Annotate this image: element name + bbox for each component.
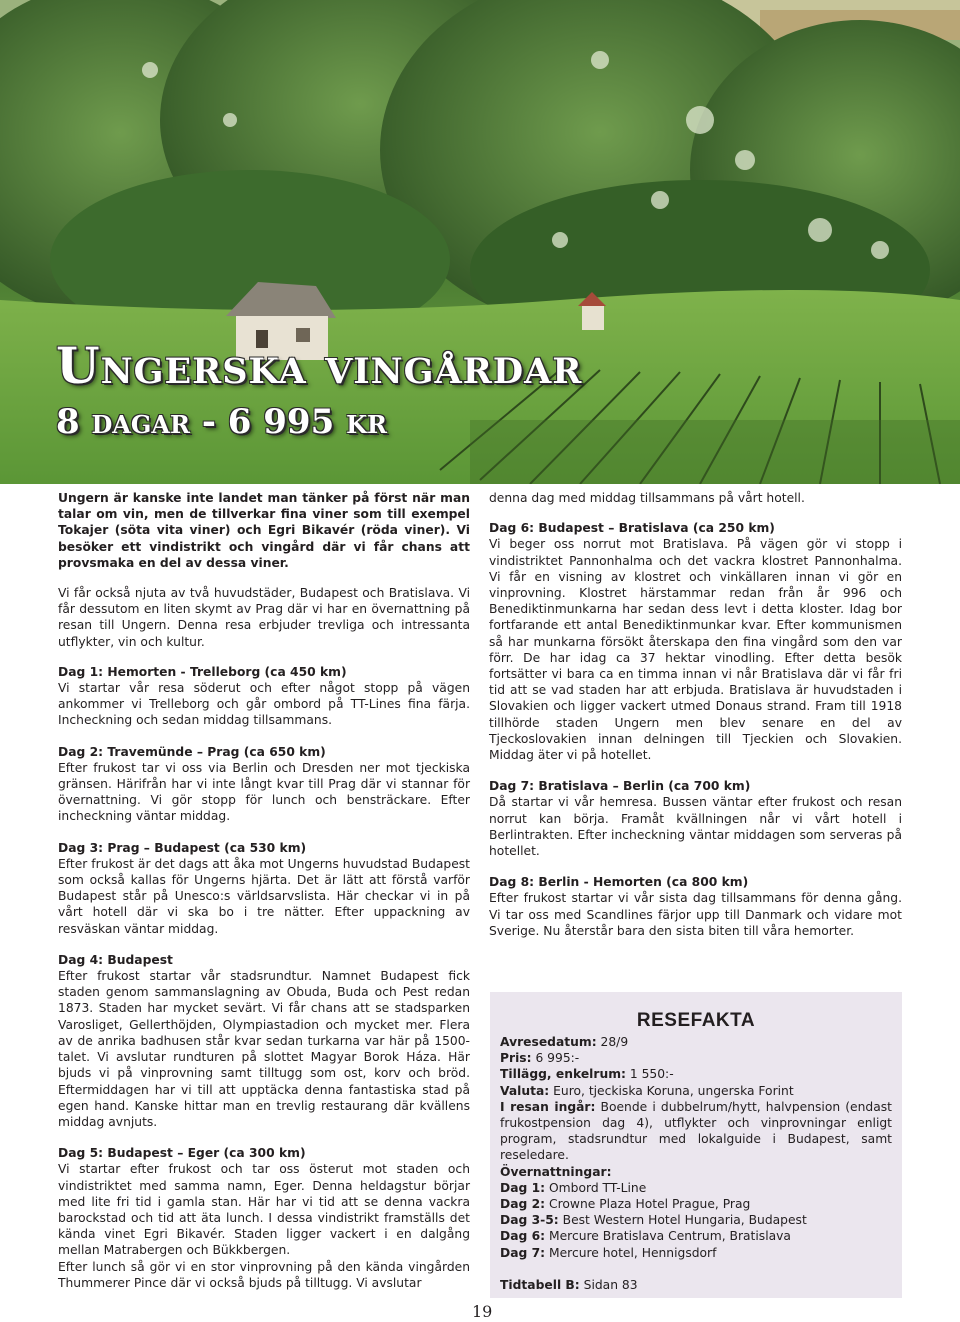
day-5-section bbox=[58, 1145, 470, 1291]
fact-row-avresedatum bbox=[500, 1034, 892, 1050]
overnattning-day: Dag 2: bbox=[500, 1197, 546, 1212]
day-text: Efter frukost är det dags att åka mot Ungerns huvudstad Budapest som också kallas för Ungerns hjärta. Det är lätt att förstå varför Budapest står på Unesco:s världsarvslista. Här checkar vi in på vårt hotell där vi ska bo i tre nätter. Efter uppackning av resväskan väntar middag. bbox=[58, 856, 470, 936]
resefakta-box bbox=[490, 992, 902, 1298]
day-heading: Dag 3: Prag – Budapest (ca 530 km) bbox=[58, 840, 307, 855]
tidtabell-label: Tidtabell B: bbox=[500, 1277, 580, 1292]
page-number: 19 bbox=[472, 1302, 493, 1321]
day-text-continued: Efter lunch så gör vi en stor vinprovning på den kända vingården Thummerer Pince där vi också bjuds på tilltugg. Vi avslutar bbox=[58, 1259, 470, 1290]
page-subtitle: 8 dagar - 6 995 kr bbox=[56, 402, 387, 442]
fact-label: I resan ingår: bbox=[500, 1099, 596, 1114]
day-8-section bbox=[489, 874, 902, 939]
fact-value: Boende i dubbelrum/hytt, halvpension (endast frukostpension dag 4), utflykter och vinprovningar enligt program, stadsrundtur med lokalguide i Budapest, samt reseledare. bbox=[500, 1099, 892, 1163]
overnattning-row bbox=[500, 1212, 892, 1228]
intro-paragraph: Ungern är kanske inte landet man tänker på först när man talar om vin, men de tillverkar fina viner som till exempel Tokajer (söta vita viner) och Egri Bikavér (röda viner). Vi besöker ett vindistrikt och vingård där vi får chans att provsmaka en del av dessa viner. bbox=[58, 491, 470, 570]
fact-row-valuta bbox=[500, 1083, 892, 1099]
day-text: Efter frukost startar vår stadsrundtur. Namnet Budapest fick staden genom sammanslagning av Obuda, Buda och Pest redan 1873. Staden har mycket sevärt. Vi får chans att se stadsparken Varosliget, Gellerthöjden, Olympiastadion och mycket mer. Flera av de anrika badhusen står kvar sedan turkarna var här på 1500-talet. Vi avslutar rundturen på slottet Magyar Borok Háza. Här bjuds vi på vinprovning samt tilltugg som ost, korv och bröd. Eftermiddagen har vi till att upptäcka denna fantastiska stad på egen hand. Kanske hittar man en trevlig restaurang där kvällens middag avnjuts. bbox=[58, 969, 470, 1129]
overnattning-row bbox=[500, 1180, 892, 1196]
overnattning-row bbox=[500, 1196, 892, 1212]
right-column bbox=[489, 490, 902, 954]
tidtabell-value: Sidan 83 bbox=[579, 1277, 638, 1292]
day-text: Efter frukost tar vi oss via Berlin och Dresden ner mot tjeckiska gränsen. Härifrån har vi inte långt kvar till Prag där vi stannar för övernattning. Vi gör stopp för lunch och bensträckare. Efter incheckning väntar middag. bbox=[58, 760, 470, 824]
fact-value: 28/9 bbox=[596, 1035, 629, 1049]
day-text: Vi startar efter frukost och tar oss österut mot staden och vindistriktet med samma namn, Eger. Denna heldagstur börjar med lite fri tid i gamla stan. Här har vi tid att se denna vackra barockstad och tid att äta lunch. I dessa vindistrikt framställs det kända vinet Egri Bikavér. Staden ligger vackert i en dalgång mellan Matrabergen och Bükkbergen. bbox=[58, 1162, 470, 1258]
overnattning-day: Dag 1: bbox=[500, 1180, 546, 1195]
resefakta-heading: RESEFAKTA bbox=[636, 1010, 756, 1031]
day-6-section bbox=[489, 520, 902, 763]
day-3-section bbox=[58, 840, 470, 937]
fact-value: Euro, tjeckiska Koruna, ungerska Forint bbox=[549, 1083, 794, 1098]
day-heading: Dag 4: Budapest bbox=[58, 952, 173, 967]
day-text: Då startar vi vår hemresa. Bussen väntar efter frukost och resan norrut kan börja. Framåt kvällningen når vi vårt hotell i Berlintrakten. Efter incheckning väntar middagen som serveras på hotellet. bbox=[489, 795, 902, 859]
fact-label: Valuta: bbox=[500, 1083, 550, 1098]
day-text: Vi startar vår resa söderut och efter något stopp på vägen ankommer vi Trelleborg och går ombord på TT-Lines fina färja. Incheckning och sedan middag tillsammans. bbox=[58, 681, 470, 728]
overnattning-hotel: Best Western Hotel Hungaria, Budapest bbox=[558, 1213, 807, 1228]
overnattning-hotel: Crowne Plaza Hotel Prague, Prag bbox=[545, 1197, 751, 1212]
tidtabell-row bbox=[500, 1277, 892, 1293]
fact-label: Avresedatum: bbox=[500, 1035, 597, 1049]
overnattning-day: Dag 7: bbox=[500, 1245, 546, 1260]
overnattningar-heading: Övernattningar: bbox=[500, 1164, 612, 1179]
day-text: Vi beger oss norrut mot Bratislava. På vägen gör vi stopp i vindistriktet Pannonhalma och det vackra klostret Pannonhalma. Vi får en visning av klostret och vinkällaren innan vi gör en vinprovning. Klostret härstammar redan från år 996 och Benediktinmunkarna har sedan dess levt i detta kloster. Idag bor fortfarande ett antal Benediktinmunkar kvar. Efter kommunismen så har munkarna försökt återskapa den fina vingård som den var förr. De har idag ca 37 hektar vinodling. Efter detta besök fortsätter vi bara ca en timma innan vi når Bratislava där vi får fri tid att se vad staden har att erbjuda. Bratislava är huvudstaden i Slovakien och ligger vackert utmed Donaus strand. Fram till 1918 tillhörde staden Ungern men blev senare en del av Tjeckoslovakien innan delningen till Tjeckien och Slovakien. Middag äter vi på hotellet. bbox=[489, 537, 902, 763]
day-text: Efter frukost startar vi vår sista dag tillsammans för denna gång. Vi tar oss med Scandlines färjor upp till Danmark och vidare mot Sverige. Nu återstår bara den sista biten till våra hemorter. bbox=[489, 891, 902, 938]
day-heading: Dag 5: Budapest – Eger (ca 300 km) bbox=[58, 1146, 306, 1161]
fact-row-tillagg bbox=[500, 1066, 892, 1082]
day-1-section bbox=[58, 664, 470, 729]
overnattning-hotel: Ombord TT-Line bbox=[545, 1180, 647, 1195]
day-heading: Dag 7: Bratislava – Berlin (ca 700 km) bbox=[489, 779, 751, 794]
day-7-section bbox=[489, 778, 902, 859]
fact-label: Tillägg, enkelrum: bbox=[500, 1067, 626, 1082]
fact-value: 1 550:- bbox=[625, 1067, 674, 1082]
day-heading: Dag 8: Berlin - Hemorten (ca 800 km) bbox=[489, 875, 749, 890]
page-title: Ungerska vingårdar bbox=[56, 336, 583, 395]
day-heading: Dag 6: Budapest – Bratislava (ca 250 km) bbox=[489, 521, 775, 536]
fact-value: 6 995:- bbox=[531, 1051, 580, 1066]
day-2-section bbox=[58, 744, 470, 825]
hero-photo bbox=[0, 0, 960, 484]
overnattningar-label bbox=[500, 1164, 892, 1180]
overnattning-hotel: Mercure Bratislava Centrum, Bratislava bbox=[545, 1229, 791, 1244]
overnattning-row bbox=[500, 1245, 892, 1261]
day-heading: Dag 2: Travemünde – Prag (ca 650 km) bbox=[58, 744, 326, 759]
fact-label: Pris: bbox=[500, 1051, 532, 1066]
left-column bbox=[58, 490, 470, 1291]
overnattning-day: Dag 3-5: bbox=[500, 1213, 559, 1228]
overnattning-row bbox=[500, 1228, 892, 1244]
fact-row-i-resan-ingar bbox=[500, 1099, 892, 1164]
day-heading: Dag 1: Hemorten - Trelleborg (ca 450 km) bbox=[58, 664, 347, 679]
fact-row-pris bbox=[500, 1050, 892, 1066]
overnattning-day: Dag 6: bbox=[500, 1229, 546, 1244]
overnattning-hotel: Mercure hotel, Hennigsdorf bbox=[545, 1245, 717, 1260]
day-4-section bbox=[58, 952, 470, 1130]
intro-paragraph-2: Vi får också njuta av två huvudstäder, Budapest och Bratislava. Vi får dessutom en liten skymt av Prag där vi har en övernattning på resan till Ungern. Denna resa erbjuder trevliga och intressanta utflykter, vin och kultur. bbox=[58, 586, 470, 649]
day-5-text-end: denna dag med middag tillsammans på vårt hotell. bbox=[489, 491, 805, 505]
